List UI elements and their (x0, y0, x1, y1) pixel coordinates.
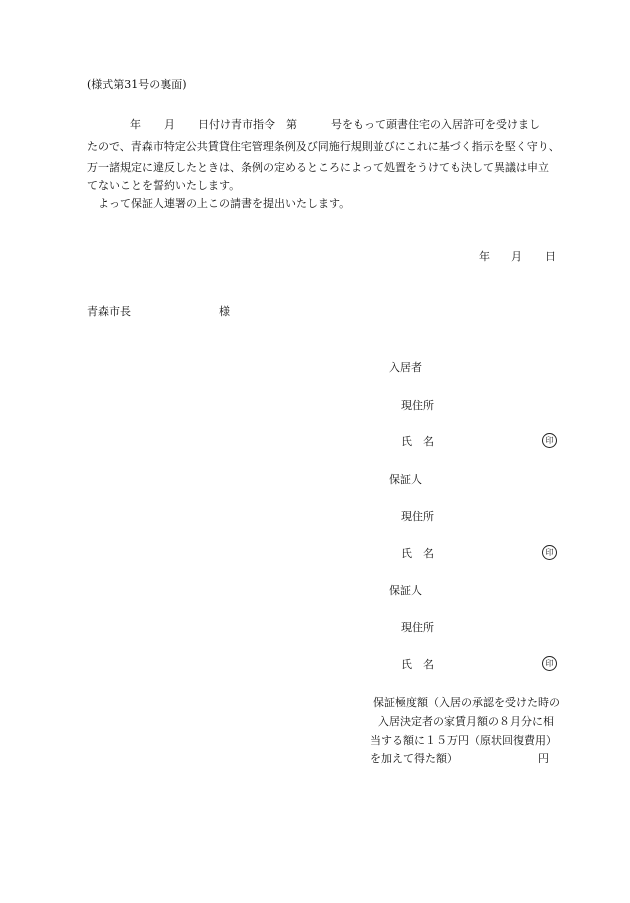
body-line2: たので、青森市特定公共賃貸住宅管理条例及び同施行規則並びにこれに基づく指示を堅く守り、 (87, 140, 560, 153)
form-title: (様式第31号の裏面) (87, 78, 187, 91)
body-line4: てないことを誓約いたします。 (87, 179, 241, 192)
resident-seal-icon: 印 (542, 433, 557, 448)
guarantor2-address-label: 現住所 (401, 621, 434, 634)
guarantor1-seal-icon: 印 (542, 545, 557, 560)
resident-heading: 入居者 (389, 361, 422, 374)
limit-unit: 円 (538, 752, 549, 765)
guarantor1-name-label: 氏 名 (401, 547, 434, 560)
guarantor2-heading: 保証人 (389, 584, 422, 597)
addressee-honorific: 様 (219, 305, 230, 318)
limit-line3: 当する額に１５万円（原状回復費用） (370, 734, 557, 747)
body-day-text: 日付け青市指令 第 (198, 118, 297, 131)
limit-line1: 保証極度額（入居の承認を受けた時の (373, 696, 560, 709)
guarantor1-address-label: 現住所 (401, 510, 434, 523)
date-day-label: 日 (545, 250, 556, 263)
body-month-label: 月 (164, 118, 175, 131)
body-line1-rest: 号をもって頭書住宅の入居許可を受けまし (331, 118, 540, 131)
body-line3: 万一諸規定に違反したときは、条例の定めるところによって処置をうけても決して異議は申立 (87, 161, 549, 174)
body-line5: よって保証人連署の上この請書を提出いたします。 (98, 197, 351, 210)
body-year-label: 年 (130, 118, 141, 131)
resident-name-label: 氏 名 (401, 435, 434, 448)
date-month-label: 月 (511, 250, 522, 263)
limit-line2: 入居決定者の家賃月額の８月分に相 (378, 715, 554, 728)
addressee-name: 青森市長 (87, 305, 131, 318)
guarantor1-heading: 保証人 (389, 473, 422, 486)
guarantor2-name-label: 氏 名 (401, 658, 434, 671)
date-year-label: 年 (479, 250, 490, 263)
limit-line4: を加えて得た額） (370, 752, 458, 765)
guarantor2-seal-icon: 印 (542, 656, 557, 671)
resident-address-label: 現住所 (401, 399, 434, 412)
